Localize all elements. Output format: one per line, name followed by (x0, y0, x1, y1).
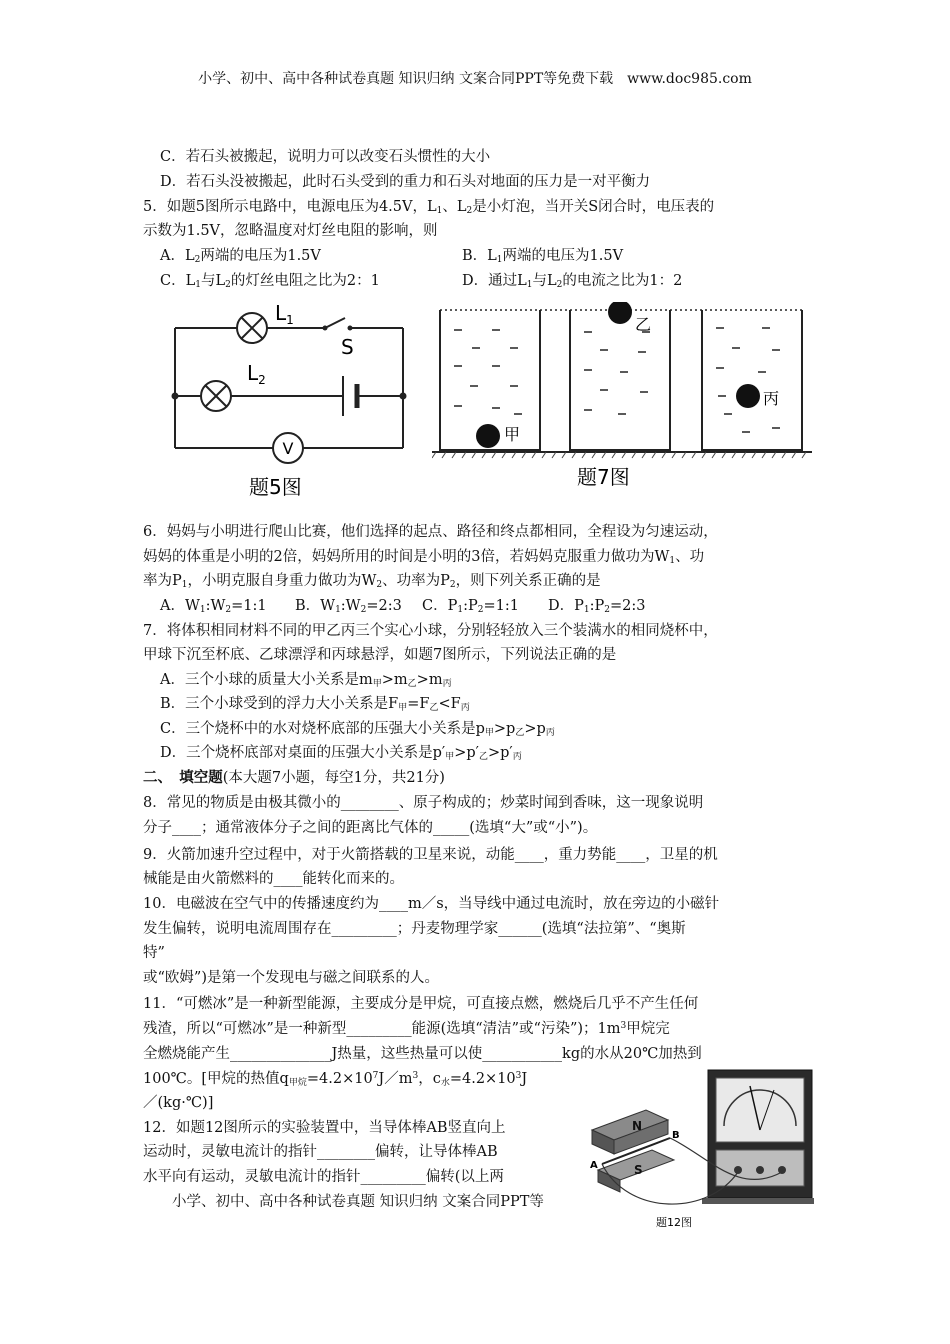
switch-contact-icon (348, 326, 353, 331)
figure-7-beakers (432, 302, 812, 492)
label-l2: $L_2$ (247, 361, 266, 387)
q7-option-c: C．三个烧杯中的水对烧杯底部的压强大小关系是p甲>p乙>p丙 (160, 721, 555, 738)
q11-line4: 100℃。[甲烷的热值q甲烷$=4.2\times 10^7J/m^3$，c水$=4.2\times 10^3J$ (143, 1071, 528, 1088)
q10-line2: 发生偏转，说明电流周围存在_________；丹麦物理学家______(选填“法拉第”、“奥斯 (143, 921, 686, 937)
q10-line1: 10．电磁波在空气中的传播速度约为____m／s，当导线中通过电流时，放在旁边的小磁针 (143, 896, 720, 912)
ball-yi-icon (608, 302, 632, 324)
label-yi: 乙 (635, 315, 652, 334)
q7-stem-line1: 7．将体积相同材料不同的甲乙丙三个实心小球，分别轻轻放入三个装满水的相同烧杯中， (143, 623, 718, 639)
lamp-l1-icon (237, 313, 267, 343)
junction-left-icon (172, 393, 179, 400)
label-b: B (672, 1130, 680, 1141)
q6-stem-line2: 妈妈的体重是小明的2倍，妈妈所用的时间是小明的3倍，若妈妈克服重力做功为$W_1$、功 (143, 549, 705, 566)
q11-line2: 残渣，所以“可燃冰”是一种新型_________能源(选填“清洁”或“污染”)；$1m^3$甲烷完 (143, 1021, 670, 1037)
q8-line2: 分子____；通常液体分子之间的距离比气体的_____(选填“大”或“小”)。 (143, 820, 598, 836)
galvanometer-icon (702, 1070, 814, 1204)
q5-option-b: B．$L_1$两端的电压为1.5V (462, 248, 624, 265)
svg-text:V: V (282, 439, 294, 458)
voltmeter-icon (273, 433, 303, 463)
figure-7-caption: 题7图 (577, 465, 630, 489)
ball-jia-icon (476, 424, 500, 448)
q6-option-c: C．$P_1:P_2=1:1$ (422, 598, 519, 615)
figure-12-caption: 题12图 (656, 1216, 692, 1229)
q7-option-b: B．三个小球受到的浮力大小关系是F甲=F乙<F丙 (160, 696, 470, 713)
q6-option-d: D．$P_1:P_2=2:3$ (548, 598, 646, 615)
page-header: 小学、初中、高中各种试卷真题 知识归纳 文案合同PPT等免费下载 www.doc985.com (198, 71, 752, 87)
svg-text:S: S (634, 1163, 643, 1177)
page-footer: 小学、初中、高中各种试卷真题 知识归纳 文案合同PPT等 (172, 1194, 544, 1210)
label-jia: 甲 (504, 425, 521, 444)
q12-line1: 12．如题12图所示的实验装置中，当导体棒AB竖直向上 (143, 1120, 506, 1136)
q6-option-a: A．$W_1:W_2=1:1$ (160, 598, 267, 615)
q5-stem-line2: 示数为1.5V，忽略温度对灯丝电阻的影响，则 (143, 223, 438, 239)
lamp-l2-icon (201, 381, 231, 411)
svg-text:N: N (632, 1119, 643, 1133)
q8-line1: 8．常见的物质是由极其微小的________、原子构成的；炒菜时闻到香味，这一现象说明 (143, 795, 704, 811)
ball-bing-icon (736, 384, 760, 408)
label-a: A (590, 1160, 598, 1171)
figure-12-apparatus (588, 1066, 814, 1232)
q9-line1: 9．火箭加速升空过程中，对于火箭搭载的卫星来说，动能____，重力势能____，卫星的机 (143, 847, 718, 863)
beaker-3 (702, 310, 802, 450)
q4-option-d: D．若石头没被搬起，此时石头受到的重力和石头对地面的压力是一对平衡力 (160, 174, 651, 190)
q11-line3: 全燃烧能产生______________J热量，这些热量可以使___________kg的水从20℃加热到 (143, 1046, 702, 1062)
q7-option-a: A．三个小球的质量大小关系是m甲>m乙>m丙 (160, 672, 452, 689)
junction-right-icon (400, 393, 407, 400)
figure-5-circuit (165, 298, 425, 508)
q5-stem-line1: 5．如题5图所示电路中，电源电压为4.5V，$L_1$、$L_2$是小灯泡，当开关S闭合时，电压表的 (143, 199, 715, 216)
q7-stem-line2: 甲球下沉至杯底、乙球漂浮和丙球悬浮，如题7图所示，下列说法正确的是 (143, 647, 617, 663)
q5-option-c: C．$L_1$与$L_2$的灯丝电阻之比为2：1 (160, 273, 380, 290)
q6-stem-line3: 率为$P_1$，小明克服自身重力做功为$W_2$、功率为$P_2$，则下列关系正确的是 (143, 573, 601, 590)
q12-line2: 运动时，灵敏电流计的指针________偏转，让导体棒AB (143, 1144, 498, 1160)
label-bing: 丙 (763, 389, 780, 408)
q12-line3: 水平向有运动，灵敏电流计的指针_________偏转(以上两 (143, 1169, 504, 1185)
q5-option-d: D．通过$L_1$与$L_2$的电流之比为1：2 (462, 273, 683, 290)
q11-line5: ／(kg·℃)] (143, 1095, 214, 1111)
q6-stem-line1: 6．妈妈与小明进行爬山比赛，他们选择的起点、路径和终点都相同，全程设为匀速运动， (143, 524, 718, 540)
q11-line1: 11．“可燃冰”是一种新型能源，主要成分是甲烷，可直接点燃，燃烧后几乎不产生任何 (143, 996, 699, 1012)
q7-option-d: D．三个烧杯底部对桌面的压强大小关系是p′甲>p′乙>p′丙 (160, 745, 522, 762)
q6-option-b: B．$W_1:W_2=2:3$ (295, 598, 402, 615)
switch-pivot-icon (323, 326, 328, 331)
battery-icon (343, 376, 357, 416)
magnet-icon (592, 1110, 674, 1192)
section-2-heading: 二、 填空题(本大题7小题，每空1分，共21分) (143, 769, 445, 786)
q10-line3: 特” (143, 945, 165, 961)
q4-option-c: C．若石头被搬起，说明力可以改变石头惯性的大小 (160, 149, 491, 165)
figure-5-caption: 题5图 (249, 475, 302, 499)
beaker-2 (570, 310, 670, 450)
q5-option-a: A．$L_2$两端的电压为1.5V (160, 248, 321, 265)
label-s: S (341, 335, 354, 359)
label-l1: $L_1$ (275, 301, 294, 327)
q9-line2: 械能是由火箭燃料的____能转化而来的。 (143, 871, 404, 887)
q10-line4: 或“欧姆”)是第一个发现电与磁之间联系的人。 (143, 970, 439, 986)
